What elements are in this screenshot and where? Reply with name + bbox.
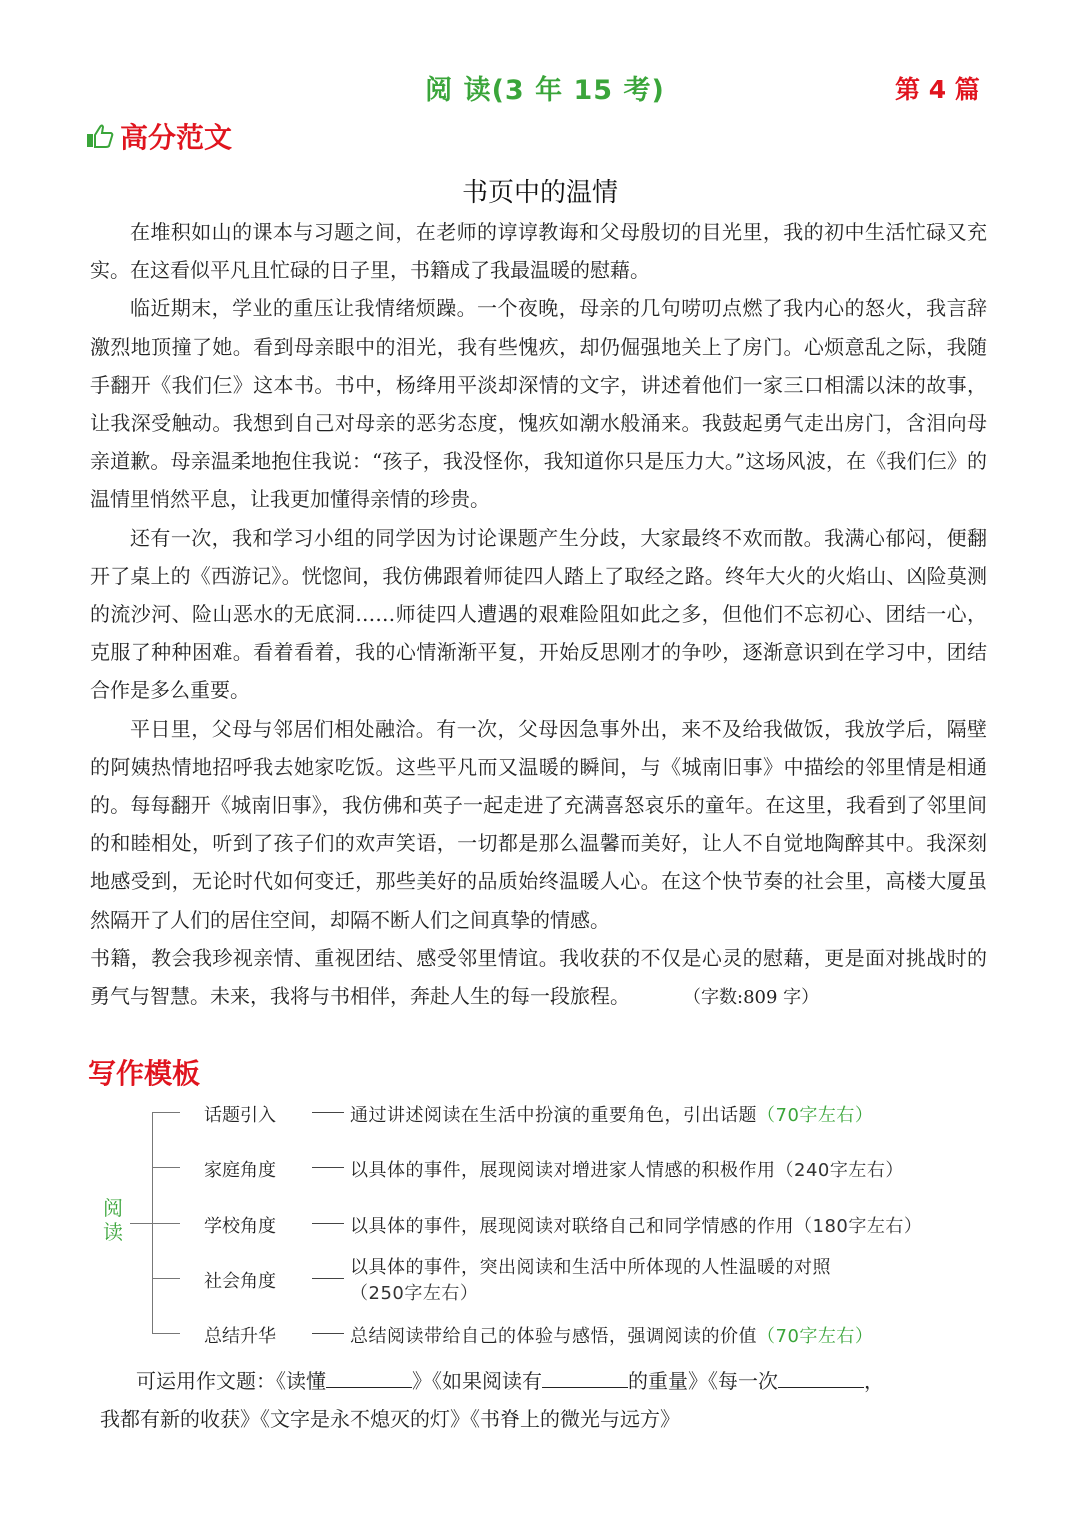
desc-text: 通过讲述阅读在生活中扮演的重要角色，引出话题 — [350, 1105, 757, 1126]
title-part: 《如果阅读有 — [432, 1369, 542, 1393]
template-node-label: 话题引入 — [204, 1105, 276, 1126]
fill-blank — [778, 1369, 864, 1388]
title-part: 《文字是永不熄灭的灯》 — [260, 1407, 470, 1431]
titles-line — [100, 1400, 980, 1438]
template-node-label: 社会角度 — [204, 1271, 276, 1292]
desc-text: 以具体的事件，展现阅读对联络自己和同学情感的作用 — [350, 1216, 794, 1237]
node-dash — [312, 1278, 344, 1279]
essay-paragraph: 临近期末，学业的重压让我情绪烦躁。一个夜晚，母亲的几句唠叨点燃了我内心的怒火，我言辞激烈地顶撞了她。看到母亲眼中的泪光，我有些愧疚，却仍倔强地关上了房门。心烦意乱之际，我随手翻开《我们仨》这本书。书中，杨绛用平淡却深情的文字，讲述着他们一家三口相濡以沫的故事，让我深受触动。我想到自己对母亲的恶劣态度，愧疚如潮水般涌来。我鼓起勇气走出房门，含泪向母亲道歉。母亲温柔地抱住我说：“孩子，我没怪你，我知道你只是压力大。”这场风波，在《我们仨》的温情里悄然平息，让我更加懂得亲情的珍贵。 — [90, 296, 987, 512]
title-part: 我都有新的收获》 — [100, 1407, 260, 1431]
title-part: 的重量》 — [628, 1369, 708, 1393]
template-node-desc — [350, 1322, 873, 1348]
word-count: （字数:809 字） — [692, 987, 820, 1009]
title-part: 《读懂 — [276, 1369, 326, 1393]
template-node-label: 学校角度 — [204, 1216, 276, 1237]
branch-line — [152, 1167, 180, 1168]
fill-blank — [542, 1369, 628, 1388]
template-node-desc — [350, 1101, 873, 1127]
node-dash — [312, 1112, 344, 1113]
desc-count: （70字左右） — [757, 1105, 874, 1126]
essay-closing-text: 书籍，教会我珍视亲情、重视团结、感受邻里情谊。我收获的不仅是心灵的慰藉，更是面对挑战时的勇气与智慧。未来，我将与书相伴，奔赴人生的每一段旅程。 — [90, 945, 987, 1009]
template-node-desc — [350, 1212, 922, 1238]
essay-paragraph: 还有一次，我和学习小组的同学因为讨论课题产生分歧，大家最终不欢而散。我满心郁闷，便翻开了桌上的《西游记》。恍惚间，我仿佛跟着师徒四人踏上了取经之路。终年大火的火焰山、凶险莫测的流沙河、险山恶水的无底洞……师徒四人遭遇的艰难险阻如此之多，但他们不忘初心、团结一心，克服了种种困难。看着看着，我的心情渐渐平复，开始反思刚才的争吵，逐渐意识到在学习中，团结合作是多么重要。 — [90, 525, 987, 703]
section-heading-writing-template: 写作模板 — [88, 1057, 201, 1090]
desc-count: （70字左右） — [757, 1326, 874, 1347]
essay-paragraph: 在堆积如山的课本与习题之间，在老师的谆谆教诲和父母殷切的目光里，我的初中生活忙碌又充实。在这看似平凡且忙碌的日子里，书籍成了我最温暖的慰藉。 — [90, 220, 987, 283]
node-dash — [312, 1167, 344, 1168]
desc-text: 以具体的事件，展现阅读对增进家人情感的积极作用 — [350, 1160, 776, 1181]
title-part: ， — [864, 1369, 884, 1393]
template-node-label: 总结升华 — [204, 1326, 276, 1347]
essay-paragraph: 平日里，父母与邻居们相处融洽。有一次，父母因急事外出，来不及给我做饭，我放学后，隔壁的阿姨热情地招呼我去她家吃饭。这些平凡而又温暖的瞬间，与《城南旧事》中描绘的邻里情是相通的。每每翻开《城南旧事》，我仿佛和英子一起走进了充满喜怒哀乐的童年。在这里，我看到了邻里间的和睦相处，听到了孩子们的欢声笑语，一切都是那么温馨而美好，让人不自觉地陶醉其中。我深刻地感受到，无论时代如何变迁，那些美好的品质始终温暖人心。在这个快节奏的社会里，高楼大厦虽然隔开了人们的居住空间，却隔不断人们之间真挚的情感。 — [90, 716, 987, 932]
suggested-titles — [100, 1362, 980, 1438]
branch-line — [152, 1278, 180, 1279]
essay-title: 书页中的温情 — [461, 178, 618, 208]
title-part: 《书脊上的微光与远方》 — [470, 1407, 680, 1431]
title-part: 》 — [412, 1369, 432, 1393]
article-number-badge: 第 4 篇 — [895, 75, 980, 104]
title-part: 《每一次 — [708, 1369, 778, 1393]
desc-count: （240字左右） — [775, 1160, 904, 1181]
desc-text: 以具体的事件，突出阅读和生活中所体现的人性温暖的对照 — [350, 1257, 831, 1278]
template-node-desc — [350, 1156, 904, 1182]
fill-blank — [326, 1369, 412, 1388]
desc-count: （250字左右） — [350, 1283, 479, 1304]
desc-text: 总结阅读带给自己的体验与感悟，强调阅读的价值 — [350, 1326, 757, 1347]
node-dash — [312, 1333, 344, 1334]
template-root-label: 阅读 — [103, 1196, 123, 1244]
branch-line — [152, 1333, 180, 1334]
node-dash — [312, 1223, 344, 1224]
branch-line — [152, 1223, 180, 1224]
template-node-label: 家庭角度 — [204, 1160, 276, 1181]
branch-line — [152, 1112, 180, 1113]
desc-count: （180字左右） — [794, 1216, 923, 1237]
template-node-desc — [350, 1255, 910, 1307]
section-heading-label: 高分范文 — [120, 121, 233, 154]
root-connector — [130, 1223, 152, 1224]
page-header-title: 阅 读(3 年 15 考) — [425, 75, 665, 106]
titles-line — [100, 1362, 980, 1400]
titles-intro: 可运用作文题： — [136, 1369, 276, 1393]
